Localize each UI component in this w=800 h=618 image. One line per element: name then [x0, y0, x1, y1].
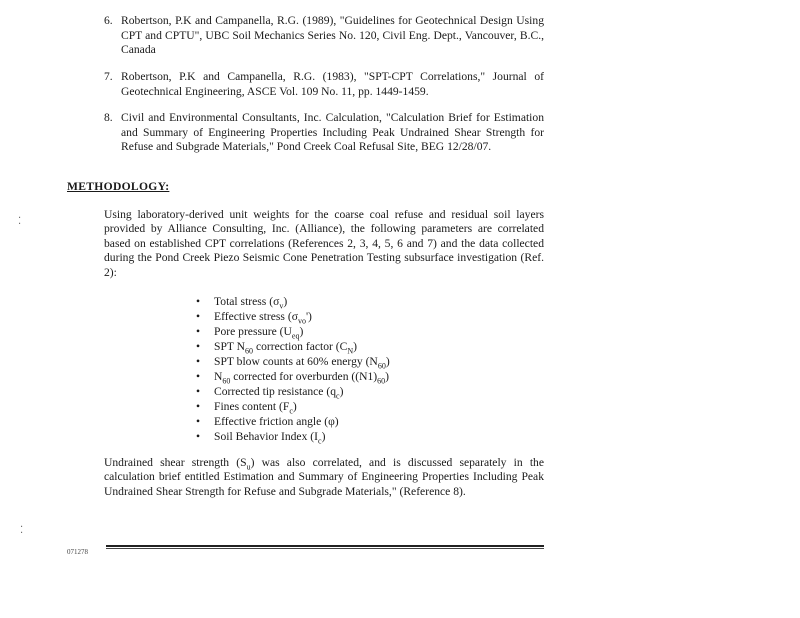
- parameter-text: Effective friction angle (: [214, 415, 329, 428]
- list-item: • Pore pressure $(U_{eq})$: [196, 325, 304, 341]
- parameter-text: Pore pressure (U: [214, 325, 292, 338]
- reference-number: 6.: [104, 14, 113, 27]
- parameter-list: [196, 294, 390, 444]
- parameter-text: SPT blow counts at 60% energy (N: [214, 355, 378, 368]
- bullet-icon: •: [196, 355, 201, 368]
- parameter-text: Effective stress (: [214, 310, 292, 323]
- parameter-text: SPT N: [214, 340, 246, 353]
- reference-number: 7.: [104, 70, 113, 83]
- reference-text: Civil and Environmental Consultants, Inc. Calculation, "Calculation Brief for Estimation and Summary of Engineering Properties Including Peak Undrained Shear Strength for Refuse and Subgrade Materials," Pond Creek Coal Refusal Site, BEG 12/28/07.: [121, 111, 544, 154]
- bullet-icon: •: [196, 385, 201, 398]
- bullet-icon: •: [196, 340, 201, 353]
- reference-7: [104, 70, 544, 99]
- bullet-icon: •: [196, 370, 201, 383]
- bullet-icon: •: [196, 295, 201, 308]
- bullet-icon: •: [196, 400, 201, 413]
- punch-hole-mark: ⁚: [18, 216, 22, 227]
- punch-hole-mark: ⁚: [20, 525, 24, 536]
- bullet-icon: •: [196, 310, 201, 323]
- parameter-text: Total stress (: [214, 295, 274, 308]
- list-item: • $N_{60}$ corrected for overburden $((N1)_{60})$: [196, 370, 390, 386]
- parameter-text: N: [214, 370, 223, 383]
- list-item: • Corrected tip resistance $(q_c)$: [196, 385, 344, 401]
- bullet-icon: •: [196, 415, 201, 428]
- list-item: • Soil Behavior Index $(I_c)$: [196, 430, 326, 446]
- list-item: • Fines content $(F_c)$: [196, 400, 297, 416]
- methodology-closing: Undrained shear strength $(S_u)$ was also correlated, and is discussed separately in the calculation brief entitled Estimation and Summary of Engineering Properties Including Peak Undrained Shear Strength for Refuse and Subgrade Materials," (Reference 8).: [104, 456, 544, 498]
- bullet-icon: •: [196, 325, 201, 338]
- list-item: • Total stress $(\sigma_v)$: [196, 295, 288, 311]
- list-item: • SPT blow counts at 60% energy $(N_{60})$: [196, 355, 390, 371]
- list-item: • SPT $N_{60}$ correction factor $(C_N)$: [196, 340, 358, 356]
- list-item: • Effective stress $(\sigma_{vo}')$: [196, 310, 312, 326]
- footer-rule: [106, 545, 544, 547]
- footer-code: 071278: [67, 548, 88, 556]
- footer-rule: [106, 548, 544, 549]
- parameter-text: Corrected tip resistance (q: [214, 385, 337, 398]
- parameter-text: Fines content (F: [214, 400, 290, 413]
- list-item: • Effective friction angle (φ): [196, 415, 339, 428]
- reference-6: [104, 14, 544, 58]
- reference-number: 8.: [104, 111, 113, 124]
- methodology-heading: METHODOLOGY:: [67, 180, 170, 193]
- bullet-icon: •: [196, 430, 201, 443]
- reference-8: [104, 111, 544, 155]
- methodology-intro: Using laboratory-derived unit weights for the coarse coal refuse and residual soil layers provided by Alliance Consulting, Inc. (Alliance), the following parameters are correlated based on established CPT correlations (References 2, 3, 4, 5, 6 and 7) and the data collected during the Pond Creek Piezo Seismic Cone Penetration Testing subsurface investigation (Ref. 2):: [104, 208, 544, 279]
- reference-text: Robertson, P.K and Campanella, R.G. (1983), "SPT-CPT Correlations," Journal of Geotechnical Engineering, ASCE Vol. 109 No. 11, pp. 1449-1459.: [121, 70, 544, 98]
- reference-text: Robertson, P.K and Campanella, R.G. (1989), "Guidelines for Geotechnical Design Using CPT and CPTU", UBC Soil Mechanics Series No. 120, Civil Eng. Dept., Vancouver, B.C., Canada: [121, 14, 544, 57]
- parameter-text: Soil Behavior Index (I: [214, 430, 318, 443]
